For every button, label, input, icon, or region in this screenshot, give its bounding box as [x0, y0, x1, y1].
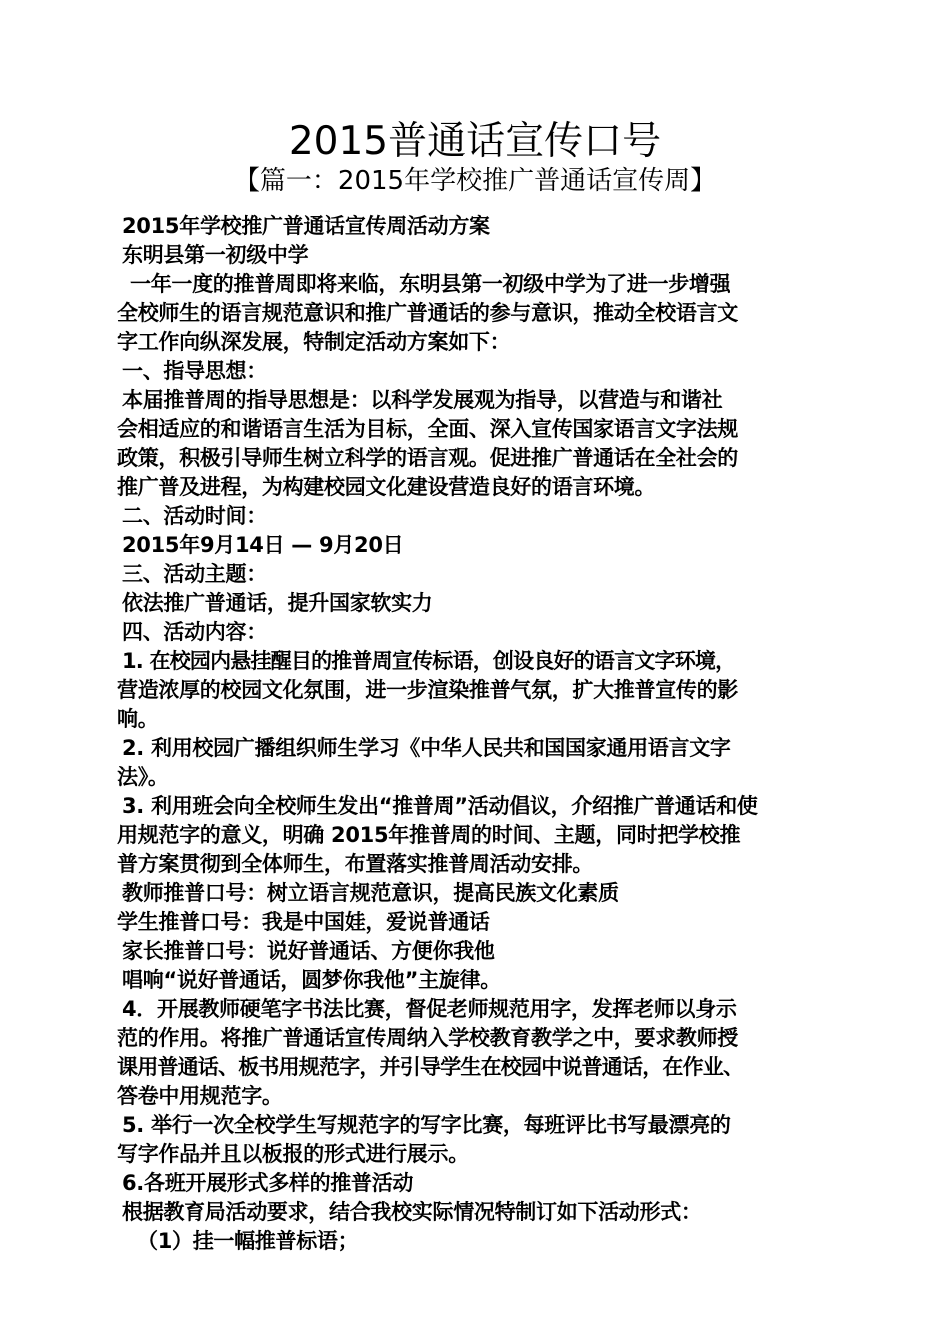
list-item-line: 响。 [117, 707, 159, 731]
list-item-line: 4．开展教师硬笔字书法比赛，督促老师规范用字，发挥老师以身示 [122, 997, 737, 1021]
paragraph-line: 字工作向纵深发展，特制定活动方案如下： [117, 330, 511, 354]
list-item-line: 2. 利用校园广播组织师生学习《中华人民共和国国家通用语言文字 [122, 736, 731, 760]
parent-slogan: 家长推普口号：说好普通话、方便你我他 [122, 939, 495, 963]
document-body [117, 212, 852, 1256]
theme-song-line: 唱响“说好普通话，圆梦你我他”主旋律。 [122, 968, 501, 992]
list-item-line: 1. 在校园内悬挂醒目的推普周宣传标语，创设良好的语言文字环境， [122, 649, 736, 673]
activity-theme: 依法推广普通话，提升国家软实力 [122, 591, 433, 615]
school-name: 东明县第一初级中学 [122, 243, 309, 267]
section-heading: 一、指导思想： [122, 359, 267, 383]
paragraph-line: 会相适应的和谐语言生活为目标，全面、深入宣传国家语言文字法规 [117, 417, 738, 441]
section-heading: 二、活动时间： [122, 504, 267, 528]
section-heading: 四、活动内容： [122, 620, 267, 644]
plan-heading: 2015年学校推广普通话宣传周活动方案 [122, 214, 490, 238]
list-item-line: 营造浓厚的校园文化氛围，进一步渲染推普气氛，扩大推普宣传的影 [117, 678, 738, 702]
paragraph-line: 根据教育局活动要求，结合我校实际情况特制订如下活动形式： [122, 1200, 702, 1224]
teacher-slogan: 教师推普口号：树立语言规范意识，提高民族文化素质 [122, 881, 619, 905]
list-item-line: 用规范字的意义，明确 2015年推普周的时间、主题，同时把学校推 [117, 823, 741, 847]
list-item-line: 普方案贯彻到全体师生，布置落实推普周活动安排。 [117, 852, 594, 876]
list-item-line: 写字作品并且以板报的形式进行展示。 [117, 1142, 469, 1166]
list-item-line: 课用普通话、板书用规范字，并引导学生在校园中说普通话，在作业、 [117, 1055, 744, 1079]
paragraph-line: 本届推普周的指导思想是：以科学发展观为指导，以营造与和谐社 [122, 388, 723, 412]
paragraph-line: 推广普及进程，为构建校园文化建设营造良好的语言环境。 [117, 475, 656, 499]
list-item-line: 3. 利用班会向全校师生发出“推普周”活动倡议，介绍推广普通话和使 [122, 794, 758, 818]
list-item-line: 法》。 [117, 765, 169, 789]
paragraph-line: 全校师生的语言规范意识和推广普通话的参与意识，推动全校语言文 [117, 301, 738, 325]
list-item-line: 5. 举行一次全校学生写规范字的写字比赛，每班评比书写最漂亮的 [122, 1113, 731, 1137]
list-item-line: 6.各班开展形式多样的推普活动 [122, 1171, 414, 1195]
list-item-line: 范的作用。将推广普通话宣传周纳入学校教育教学之中，要求教师授 [117, 1026, 738, 1050]
paragraph-line: 政策，积极引导师生树立科学的语言观。促进推广普通话在全社会的 [117, 446, 738, 470]
list-item-line: 答卷中用规范字。 [117, 1084, 283, 1108]
document-subtitle: 【篇一：2015年学校推广普通话宣传周】 [233, 166, 717, 196]
student-slogan: 学生推普口号：我是中国娃，爱说普通话 [117, 910, 490, 934]
paragraph-line: 一年一度的推普周即将来临，东明县第一初级中学为了进一步增强 [130, 272, 731, 296]
section-heading: 三、活动主题： [122, 562, 267, 586]
document-title: 2015普通话宣传口号 [288, 119, 662, 164]
activity-dates: 2015年9月14日 — 9月20日 [122, 533, 404, 557]
sub-list-item: （1）挂一幅推普标语； [137, 1229, 359, 1253]
